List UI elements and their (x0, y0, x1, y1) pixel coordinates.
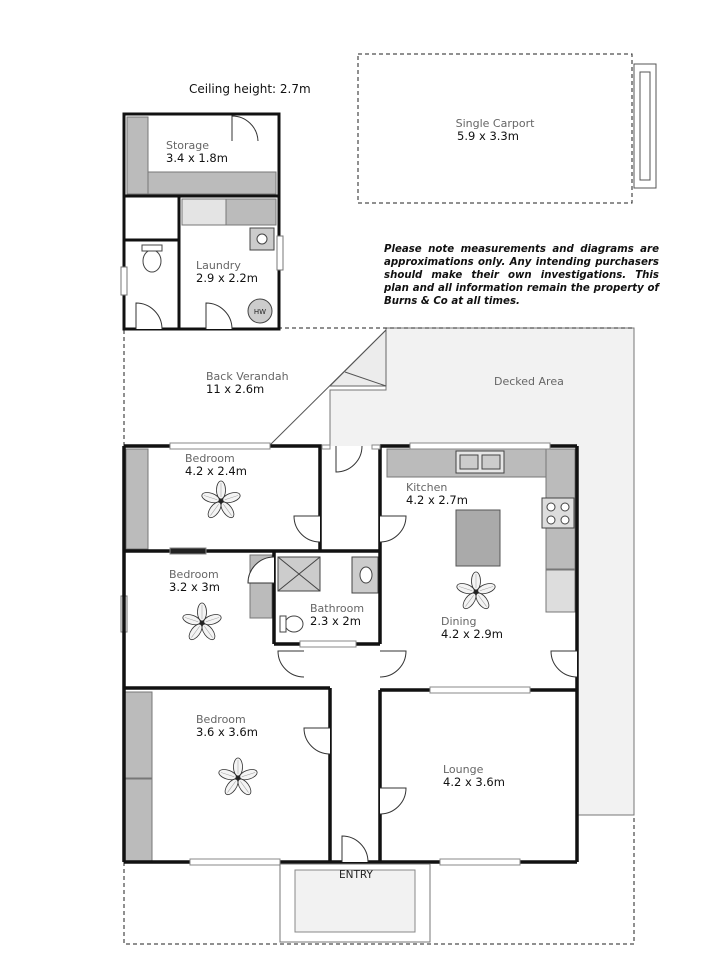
verandah-name: Back Verandah (206, 370, 289, 383)
fridge-space (546, 570, 575, 612)
bedroom3-size: 3.6 x 3.6m (196, 725, 258, 739)
laundry-name: Laundry (196, 259, 241, 272)
bedroom3-wardrobe (125, 692, 152, 778)
bathroom-name: Bathroom (310, 602, 365, 615)
storage-size: 3.4 x 1.8m (166, 151, 228, 165)
entry-label: ENTRY (339, 869, 373, 881)
wc-window (121, 267, 127, 295)
bedroom2-name: Bedroom (169, 568, 219, 581)
bathroom-size: 2.3 x 2m (310, 614, 361, 628)
carport-size: 5.9 x 3.3m (457, 129, 519, 143)
verandah-size: 11 x 2.6m (206, 382, 265, 396)
kitchen-island (456, 510, 500, 566)
ceiling-height-label: Ceiling height: 2.7m (189, 82, 311, 96)
kitchen-size: 4.2 x 2.7m (406, 493, 468, 507)
bathroom-toilet (285, 616, 303, 632)
house-body (124, 446, 577, 862)
hot-water-label: HW (253, 308, 267, 316)
dining-size: 4.2 x 2.9m (441, 627, 503, 641)
bedroom1-size: 4.2 x 2.4m (185, 464, 247, 478)
dining-name: Dining (441, 615, 477, 628)
bedroom1-wardrobe (126, 449, 148, 549)
bedroom2-size: 3.2 x 3m (169, 580, 220, 594)
lounge-size: 4.2 x 3.6m (443, 775, 505, 789)
laundry-size: 2.9 x 2.2m (196, 271, 258, 285)
storage-shelf (127, 117, 148, 194)
lounge-name: Lounge (443, 763, 484, 776)
wc-toilet (143, 250, 161, 272)
storage-name: Storage (166, 139, 210, 152)
kitchen-cooktop (542, 498, 574, 528)
carport-name: Single Carport (455, 117, 535, 130)
bedroom1-name: Bedroom (185, 452, 235, 465)
disclaimer-note: Please note measurements and diagrams are approximations only. Any intending purchasers should make their own investigations. This plan and all information remain the property of Burns & Co at all times. (384, 244, 659, 307)
kitchen-name: Kitchen (406, 481, 448, 494)
decked-name: Decked Area (494, 375, 564, 388)
bedroom3-name: Bedroom (196, 713, 246, 726)
